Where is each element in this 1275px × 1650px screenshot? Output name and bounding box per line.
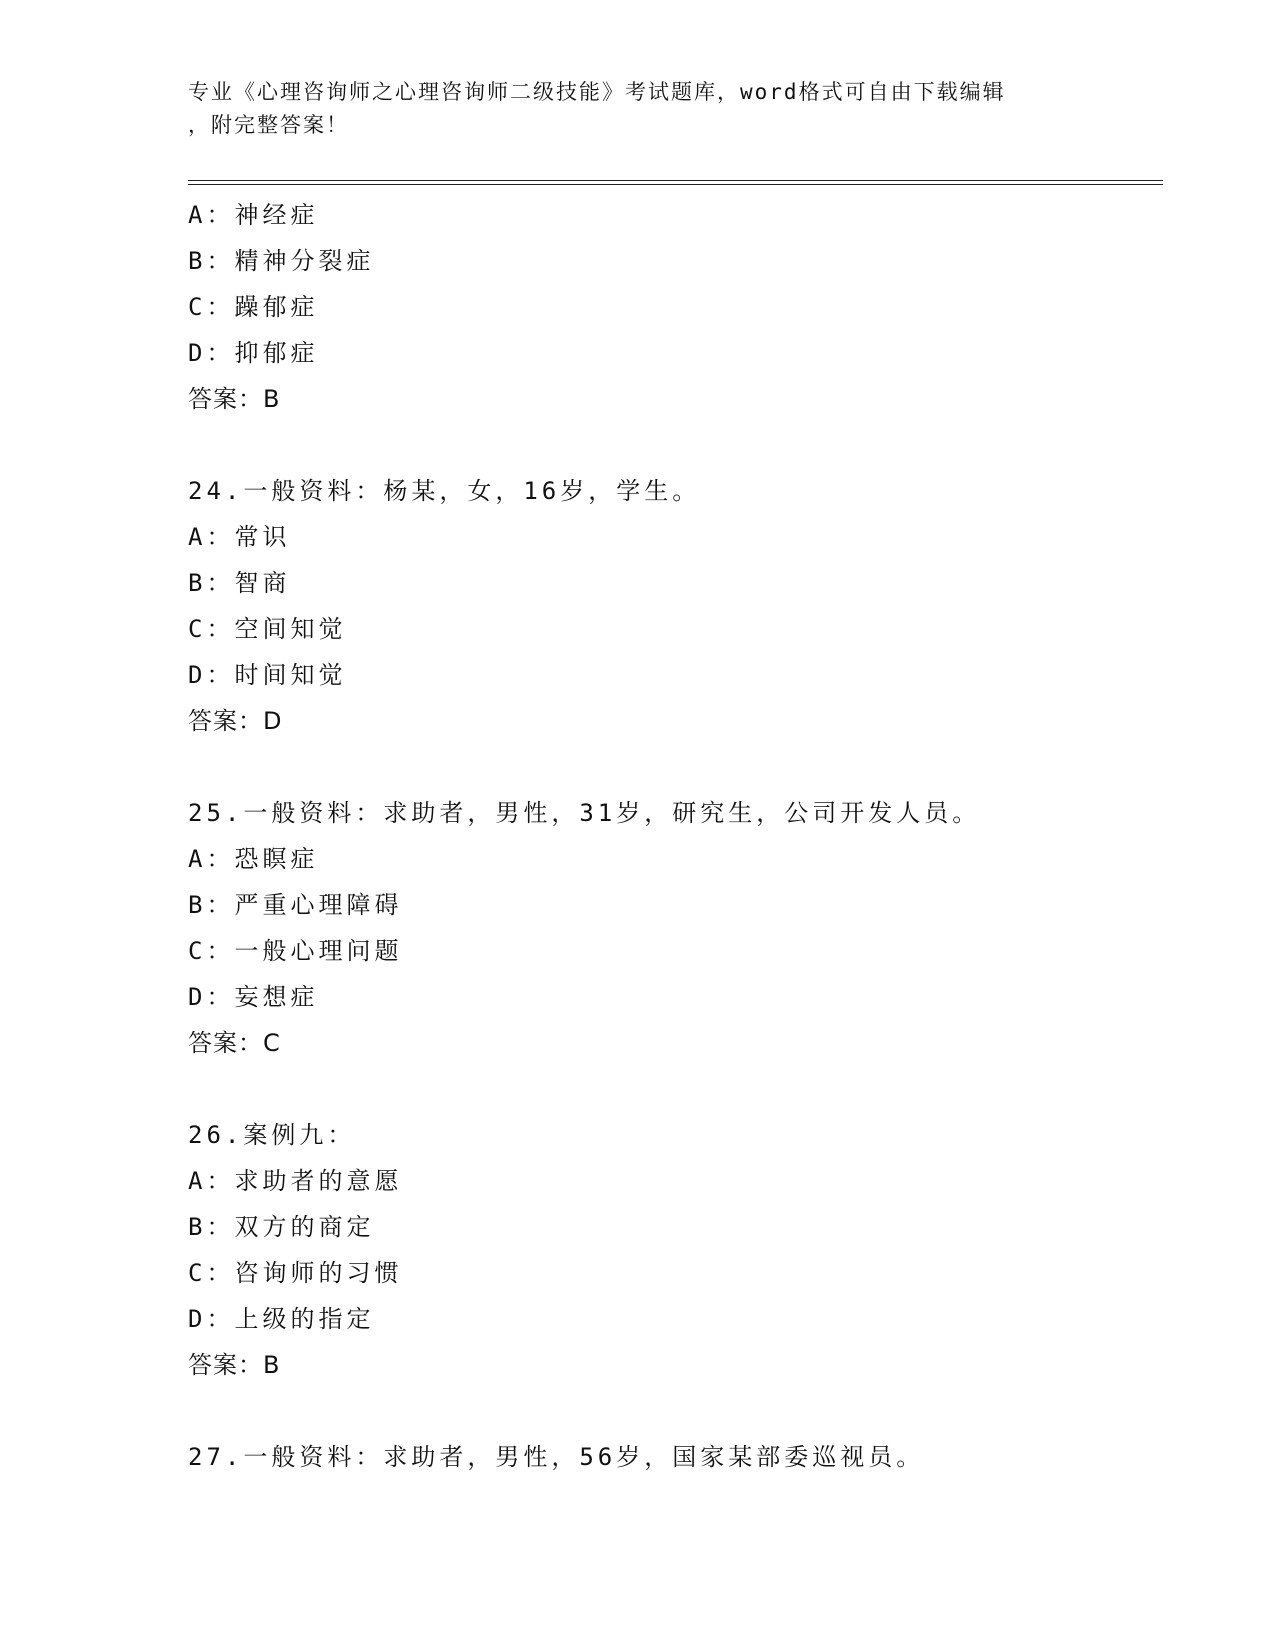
question-block — [188, 1434, 1163, 1480]
question-block — [188, 1112, 1163, 1388]
option-c: C：咨询师的习惯 — [188, 1259, 403, 1287]
option-c: C：空间知觉 — [188, 615, 347, 643]
answer-line: 答案：C — [188, 1029, 281, 1057]
question-stem: 27.一般资料：求助者，男性，56岁，国家某部委巡视员。 — [188, 1443, 925, 1471]
answer-line: 答案：B — [188, 385, 281, 413]
option-b: B：严重心理障碍 — [188, 891, 403, 919]
option-d: D：时间知觉 — [188, 661, 347, 689]
option-b: B：智商 — [188, 569, 291, 597]
question-block — [188, 468, 1163, 744]
header-line-1: 专业《心理咨询师之心理咨询师二级技能》考试题库，word格式可自由下载编辑 — [188, 80, 1006, 104]
option-a: A：神经症 — [188, 201, 319, 229]
header-line-2: ，附完整答案！ — [188, 113, 349, 137]
question-stem: 25.一般资料：求助者，男性，31岁，研究生，公司开发人员。 — [188, 799, 981, 827]
question-stem: 24.一般资料：杨某，女，16岁，学生。 — [188, 477, 701, 505]
option-b: B：精神分裂症 — [188, 247, 375, 275]
answer-line: 答案：D — [188, 707, 283, 735]
option-c: C：一般心理问题 — [188, 937, 403, 965]
option-a: A：常识 — [188, 523, 291, 551]
answer-line: 答案：B — [188, 1351, 281, 1379]
option-c: C：躁郁症 — [188, 293, 319, 321]
question-stem: 26.案例九： — [188, 1121, 356, 1149]
option-d: D：妄想症 — [188, 983, 319, 1011]
option-b: B：双方的商定 — [188, 1213, 375, 1241]
document-header — [188, 76, 1068, 142]
header-divider-top — [188, 180, 1163, 181]
header-divider-bottom — [188, 184, 1163, 185]
option-a: A：求助者的意愿 — [188, 1167, 403, 1195]
question-list — [188, 192, 1163, 1480]
option-d: D：上级的指定 — [188, 1305, 375, 1333]
question-block — [188, 192, 1163, 422]
option-a: A：恐瞑症 — [188, 845, 319, 873]
option-d: D：抑郁症 — [188, 339, 319, 367]
question-block — [188, 790, 1163, 1066]
